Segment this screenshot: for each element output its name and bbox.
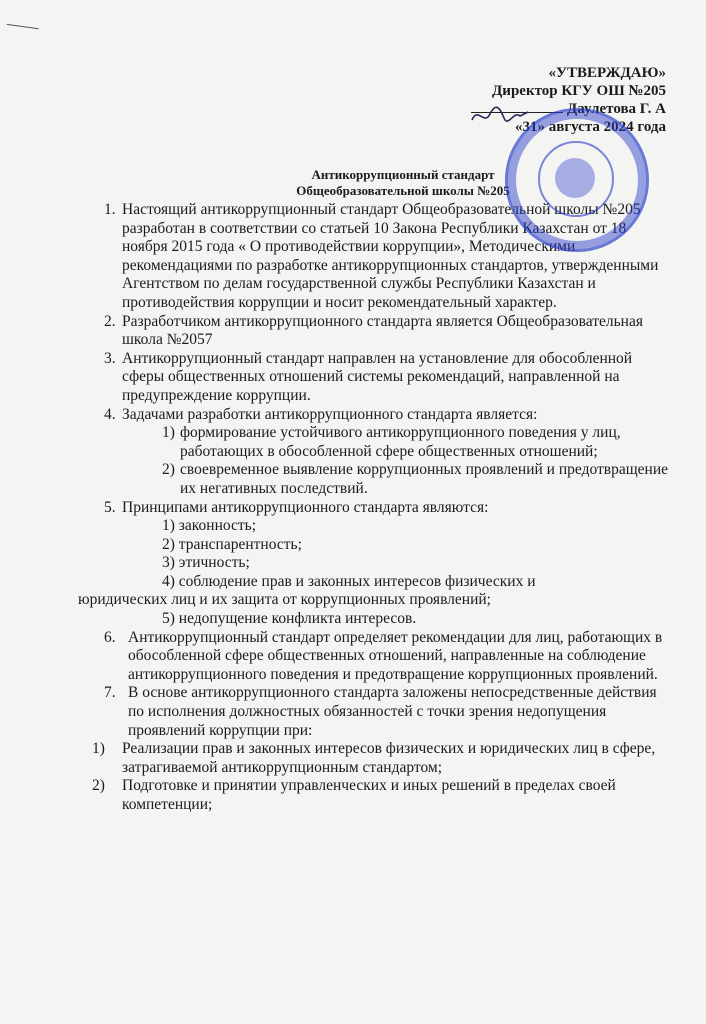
list-item <box>92 406 672 425</box>
title-line-1: Антикоррупционный стандарт <box>311 167 495 182</box>
item-number: 4. <box>104 405 116 423</box>
task-number: 1) <box>162 424 175 442</box>
item-number: 3. <box>104 349 116 367</box>
action-number: 2) <box>92 777 105 795</box>
stamp-emblem-icon <box>555 158 595 198</box>
pen-mark <box>5 24 38 39</box>
list-item <box>92 629 672 685</box>
list-item <box>92 350 672 406</box>
principle-4-continuation: юридических лиц и их защита от коррупционных проявлений; <box>78 591 491 609</box>
action-number: 1) <box>92 740 105 758</box>
action-item <box>92 777 672 814</box>
official-stamp <box>505 108 649 252</box>
approval-name: Даулетова Г. А <box>566 101 666 117</box>
principle-3: 3) этичность; <box>162 554 250 572</box>
item-text: В основе антикоррупционного стандарта заложены непосредственные действия по исполнения должностных обязанностей с точки зрения недопущения проявлений коррупции при: <box>128 684 657 739</box>
task-item <box>92 424 672 461</box>
approval-date: «31» августа 2024 года <box>514 119 666 135</box>
action-item <box>92 740 672 777</box>
list-item <box>92 684 672 740</box>
signature-scribble <box>470 104 530 126</box>
task-item <box>92 461 672 498</box>
item-text: Настоящий антикоррупционный стандарт Общеобразовательной школы №205 разработан в соответствии со статьей 10 Закона Республики Казахстан от 18 ноября 2015 года « О противодействии коррупции», Методическими рекомендациями по разработке антикоррупционных стандартов, утвержденными Агентством по делам государственной службы Республики Казахстан и противодействия коррупции и носит рекомендательный характер. <box>122 201 659 311</box>
approval-heading: «УТВЕРЖДАЮ» <box>548 65 666 81</box>
principle-1: 1) законность; <box>162 517 257 535</box>
principle-5: 5) недопущение конфликта интересов. <box>162 610 417 628</box>
item-text: Принципами антикоррупционного стандарта являются: <box>122 498 489 516</box>
item-text: Задачами разработки антикоррупционного стандарта является: <box>122 405 538 423</box>
item-text: Антикоррупционный стандарт направлен на установление для обособленной сферы общественных отношений системы рекомендаций, направленной на предупреждение коррупции. <box>122 349 633 404</box>
item-number: 2. <box>104 312 116 330</box>
item-number: 5. <box>104 498 116 516</box>
item-text: Разработчиком антикоррупционного стандарта является Общеобразовательная школа №2057 <box>122 312 643 349</box>
document-body <box>78 201 672 815</box>
action-text: Реализации прав и законных интересов физических и юридических лиц в сфере, затрагиваемой антикоррупционным стандартом; <box>122 740 656 776</box>
principle-2: 2) транспарентность; <box>162 535 302 553</box>
item-number: 1. <box>104 201 116 218</box>
item-text: Антикоррупционный стандарт определяет рекомендации для лиц, работающих в обособленной сфере общественных отношений, направленные на соблюдение антикоррупционного поведения и предотвращение коррупционных проявлений. <box>128 628 663 683</box>
item-number: 7. <box>104 684 116 702</box>
action-text: Подготовке и принятии управленческих и иных решений в пределах своей компетенции; <box>122 777 616 813</box>
item-number: 6. <box>104 628 116 646</box>
approval-director: Директор КГУ ОШ №205 <box>491 83 666 99</box>
list-item <box>92 499 672 518</box>
task-text: формирование устойчивого антикоррупционного поведения у лиц, работающих в обособленной сфере общественных отношений; <box>180 424 621 460</box>
task-number: 2) <box>162 461 175 479</box>
task-text: своевременное выявление коррупционных проявлений и предотвращение их негативных последствий. <box>180 461 669 497</box>
list-item <box>92 313 672 350</box>
title-line-2: Общеобразовательной школы №205 <box>296 183 510 198</box>
principle-4: 4) соблюдение прав и законных интересов физических и <box>162 572 536 590</box>
